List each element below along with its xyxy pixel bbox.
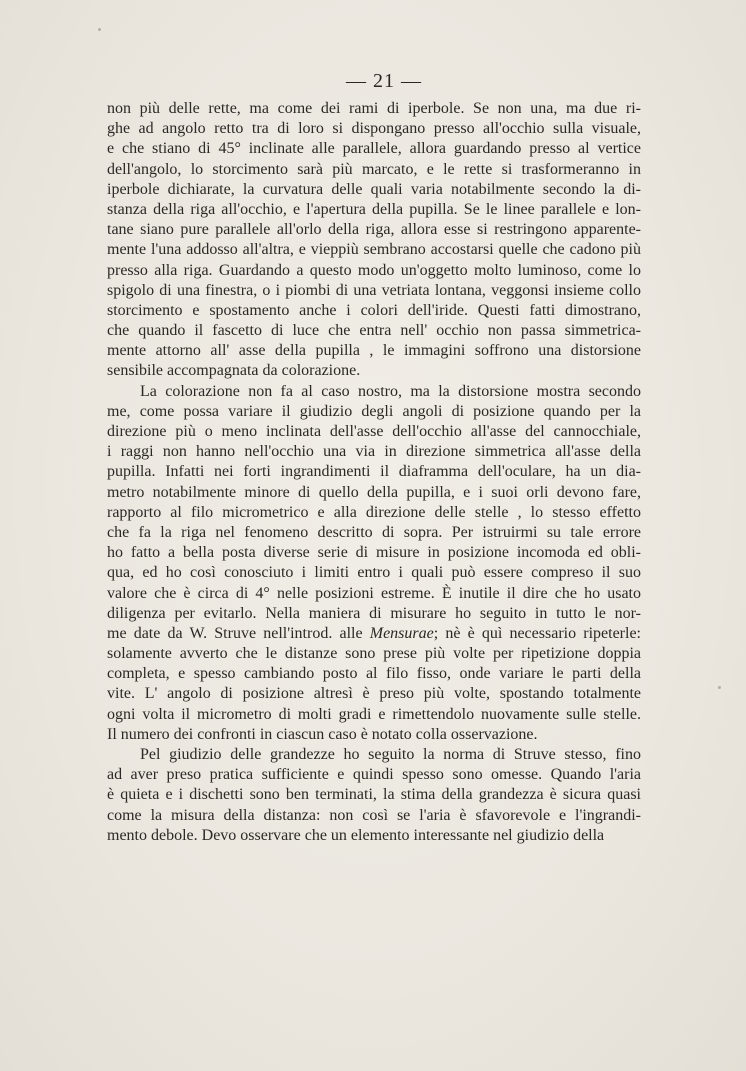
paragraph [107, 99, 641, 382]
page-number: — 21 — [346, 70, 422, 92]
text-line: ad aver preso pratica sufficiente e quindi spesso sono omesse. Quando l'aria [107, 766, 641, 784]
text-line: stanza della riga all'occhio, e l'apertura della pupilla. Se le linee parallele e lon- [107, 200, 641, 218]
text-line: direzione più o meno inclinata dell'asse dell'occhio all'asse del cannocchiale, [107, 423, 641, 440]
text-line: e che stiano di 45° inclinate alle parallele, allora guardando presso al vertice [107, 140, 641, 158]
body-text [107, 99, 641, 846]
paragraph [107, 382, 641, 745]
text-line: iperbole dichiarate, la curvatura delle quali varia notabilmente secondo la di- [107, 180, 641, 198]
text-line: sensibile accompagnata da colorazione. [107, 362, 361, 380]
text-line: storcimento e spostamento anche i colori dell'iride. Questi fatti dimostrano, [107, 301, 641, 319]
text-line: solamente avverto che le distanze sono prese più volte per ripetizione doppia [107, 645, 641, 663]
text-line: me date da W. Struve nell'introd. alle Mensurae; nè è quì necessario ripeterle: [107, 624, 641, 642]
text-line: come la misura della distanza: non così se l'aria è sfavorevole e l'ingrandi- [107, 806, 641, 824]
text-line: Il numero dei confronti in ciascun caso è notato colla osservazione. [107, 725, 538, 743]
text-line: mento debole. Devo osservare che un elemento interessante nel giudizio della [107, 826, 605, 844]
text-line: tane siano pure parallele all'orlo della riga, allora esse si restringono apparente- [107, 221, 641, 239]
text-line: metro notabilmente minore di quello della pupilla, e i suoi orli devono fare, [107, 483, 641, 501]
text-line: rapporto al filo micrometrico e alla direzione delle stelle , lo stesso effetto [107, 503, 641, 521]
text-line: Pel giudizio delle grandezze ho seguito la norma di Struve stesso, fino [140, 746, 641, 763]
text-line: non più delle rette, ma come dei rami di iperbole. Se non una, ma due ri- [107, 100, 641, 117]
text-line: è quieta e i dischetti sono ben terminati, la stima della grandezza è sicura quasi [107, 786, 641, 804]
text-line: La colorazione non fa al caso nostro, ma la distorsione mostra secondo [140, 382, 641, 400]
text-line: dell'angolo, lo storcimento sarà più marcato, e le rette si trasformeranno in [107, 160, 641, 178]
text-line: me, come possa variare il giudizio degli angoli di posizione quando per la [107, 402, 641, 420]
text-line: vite. L' angolo di posizione altresì è preso più volte, spostando totalmente [107, 685, 641, 703]
text-line: che fa la riga nel fenomeno descritto di sopra. Per istruirmi su tale errore [107, 523, 641, 541]
text-line: mente l'una addosso all'altra, e vieppiù sembrano accostarsi quelle che cadono più [107, 241, 641, 259]
paper-speck [98, 28, 101, 31]
text-line: spigolo di una finestra, o i piombi di una vetriata lontana, veggonsi insieme collo [107, 281, 641, 299]
text-line: completa, e spesso cambiando posto al filo fisso, onde variare le parti della [107, 665, 641, 683]
text-line: mente attorno all' asse della pupilla , le immagini soffrono una distorsione [107, 342, 641, 360]
text-line: presso alla riga. Guardando a questo modo un'oggetto molto luminoso, come lo [107, 261, 641, 279]
text-line: ghe ad angolo retto tra di loro si dispongano presso all'occhio sulla visuale, [107, 120, 641, 138]
text-line: pupilla. Infatti nei forti ingrandimenti il diaframma dell'oculare, ha un dia- [107, 463, 641, 481]
text-line: ho fatto a bella posta diverse serie di misure in posizione incomoda ed obli- [107, 544, 641, 562]
paragraph [107, 745, 641, 846]
paper-speck [718, 686, 721, 689]
text-line: che quando il fascetto di luce che entra nell' occhio non passa simmetrica- [107, 322, 641, 340]
text-line: ogni volta il micrometro di molti gradi e rimettendolo nuovamente sulle stelle. [107, 705, 641, 723]
text-line: valore che è circa di 4° nelle posizioni estreme. È inutile il dire che ho usato [107, 584, 641, 602]
text-line: qua, ed ho così conosciuto i limiti entro i quali può essere compreso il suo [107, 564, 641, 582]
text-line: diligenza per evitarlo. Nella maniera di misurare ho seguito in tutto le nor- [107, 604, 641, 622]
text-line: i raggi non hanno nell'occhio una via in direzione simmetrica all'asse della [107, 443, 641, 461]
